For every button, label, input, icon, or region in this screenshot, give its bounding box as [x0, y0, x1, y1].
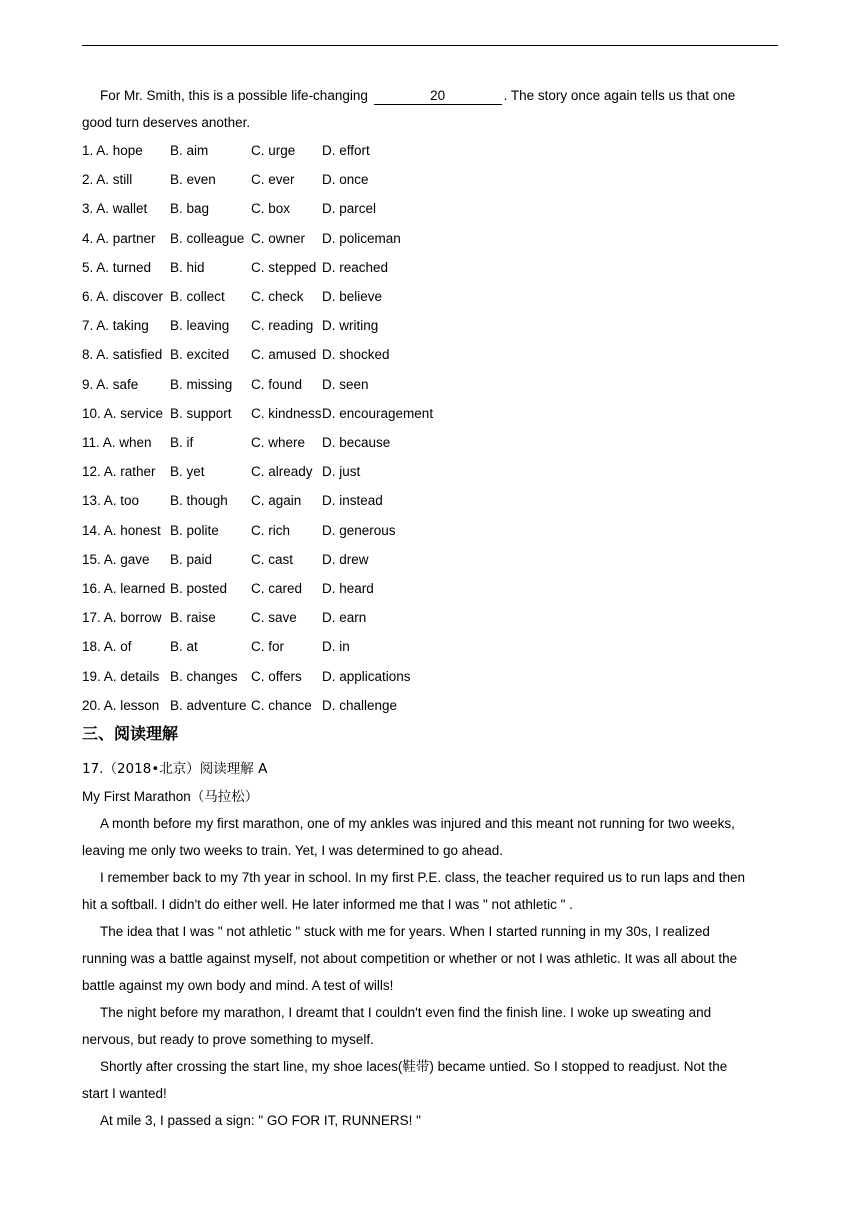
passage-line: start I wanted! [82, 1086, 167, 1101]
option-d: D. heard [322, 581, 374, 596]
option-c: C. ever [251, 172, 295, 188]
option-a: 3. A. wallet [82, 201, 148, 217]
passage-line: I remember back to my 7th year in school. In my first P.E. class, the teacher required us to run laps and then [100, 870, 746, 885]
option-a: 10. A. service [82, 405, 164, 421]
option-d: D. policeman [322, 230, 401, 246]
option-b: B. bag [170, 201, 210, 217]
option-d: D. once [322, 172, 369, 188]
passage-line: hit a softball. I didn't do either well. He later informed me that I was " not athletic " . [82, 897, 573, 912]
option-d: D. applications [322, 668, 411, 684]
option-b: B. collect [170, 289, 225, 304]
intro-text-before: For Mr. Smith, this is a possible life-changing [100, 88, 368, 103]
option-a: 1. A. hope [82, 143, 143, 158]
option-a: 8. A. satisfied [82, 347, 163, 363]
option-d: D. seen [322, 376, 369, 392]
passage-line: leaving me only two weeks to train. Yet, I was determined to go ahead. [82, 843, 503, 858]
option-d: D. earn [322, 610, 367, 626]
option-a: 20. A. lesson [82, 697, 160, 713]
option-b: B. yet [170, 464, 205, 480]
option-c: C. offers [251, 668, 302, 684]
option-a: 11. A. when [82, 435, 152, 450]
option-d: D. challenge [322, 697, 398, 713]
option-b: B. colleague [170, 230, 245, 246]
option-c: C. cast [251, 551, 294, 567]
option-d: D. in [322, 639, 350, 655]
option-d: D. generous [322, 522, 396, 538]
option-c: C. reading [251, 318, 314, 334]
header-rule [82, 45, 778, 46]
option-d: D. because [322, 435, 391, 450]
option-c: C. urge [251, 143, 296, 158]
section-title: 三、阅读理解 [82, 724, 179, 743]
option-d: D. parcel [322, 201, 377, 217]
option-d: D. just [322, 464, 361, 480]
option-a: 2. A. still [82, 172, 133, 188]
option-d: D. writing [322, 318, 379, 334]
option-c: C. box [251, 201, 291, 217]
passage-line: A month before my first marathon, one of my ankles was injured and this meant not running for two weeks, [100, 816, 735, 831]
option-c: C. check [251, 289, 304, 304]
question-header: 17.（2018•北京）阅读理解 A [82, 761, 268, 777]
option-c: C. stepped [251, 259, 317, 275]
option-c: C. already [251, 464, 313, 480]
option-a: 18. A. of [82, 639, 132, 655]
option-b: B. hid [170, 259, 205, 275]
passage-line: running was a battle against myself, not about competition or whether or not I was athletic. It was all about the [82, 951, 738, 966]
option-c: C. found [251, 376, 303, 392]
option-a: 19. A. details [82, 668, 160, 684]
option-b: B. leaving [170, 318, 230, 334]
passage-line: nervous, but ready to prove something to myself. [82, 1032, 374, 1047]
passage-title: My First Marathon（马拉松） [82, 789, 259, 804]
option-d: D. encouragement [322, 405, 434, 421]
intro-text-after: . The story once again tells us that one [503, 88, 736, 103]
option-a: 12. A. rather [82, 464, 156, 480]
option-a: 17. A. borrow [82, 610, 162, 626]
option-c: C. chance [251, 697, 312, 713]
option-b: B. support [170, 405, 232, 421]
option-a: 15. A. gave [82, 551, 150, 567]
option-d: D. drew [322, 551, 369, 567]
option-c: C. save [251, 610, 297, 626]
passage-line: battle against my own body and mind. A test of wills! [82, 978, 394, 993]
option-d: D. reached [322, 259, 389, 275]
option-b: B. polite [170, 522, 219, 538]
option-b: B. if [170, 435, 194, 450]
option-b: B. aim [170, 143, 209, 158]
option-a: 13. A. too [82, 493, 140, 509]
option-c: C. again [251, 493, 302, 509]
option-b: B. though [170, 493, 228, 509]
option-b: B. excited [170, 347, 230, 363]
option-c: C. amused [251, 347, 317, 363]
option-b: B. paid [170, 551, 213, 567]
passage-line: The idea that I was " not athletic " stuck with me for years. When I started running in my 30s, I realized [100, 924, 710, 939]
option-d: D. effort [322, 143, 370, 158]
option-b: B. at [170, 639, 198, 655]
option-a: 5. A. turned [82, 259, 152, 275]
option-a: 14. A. honest [82, 522, 161, 538]
option-b: B. even [170, 172, 216, 188]
passage-line: At mile 3, I passed a sign: " GO FOR IT, RUNNERS! " [100, 1113, 421, 1128]
option-a: 16. A. learned [82, 581, 166, 596]
option-d: D. instead [322, 493, 383, 509]
option-a: 6. A. discover [82, 289, 164, 304]
option-b: B. changes [170, 668, 238, 684]
option-c: C. where [251, 435, 306, 450]
answer-blank-20: 20 [374, 88, 502, 105]
option-a: 4. A. partner [82, 230, 156, 246]
passage-line: Shortly after crossing the start line, my shoe laces(鞋带) became untied. So I stopped to readjust. Not the [100, 1059, 728, 1074]
option-c: C. rich [251, 522, 291, 538]
option-a: 9. A. safe [82, 376, 139, 392]
passage-line: The night before my marathon, I dreamt that I couldn't even find the finish line. I woke up sweating and [100, 1005, 712, 1020]
option-b: B. raise [170, 610, 216, 626]
option-c: C. owner [251, 230, 306, 246]
option-c: C. kindness [251, 405, 322, 421]
option-d: D. believe [322, 289, 383, 304]
intro-line-2: good turn deserves another. [82, 115, 251, 130]
option-b: B. posted [170, 581, 228, 596]
option-c: C. cared [251, 581, 303, 596]
option-b: B. missing [170, 376, 233, 392]
option-c: C. for [251, 639, 285, 655]
option-d: D. shocked [322, 347, 390, 363]
intro-line-1 [100, 87, 735, 105]
option-a: 7. A. taking [82, 318, 149, 334]
option-b: B. adventure [170, 697, 247, 713]
